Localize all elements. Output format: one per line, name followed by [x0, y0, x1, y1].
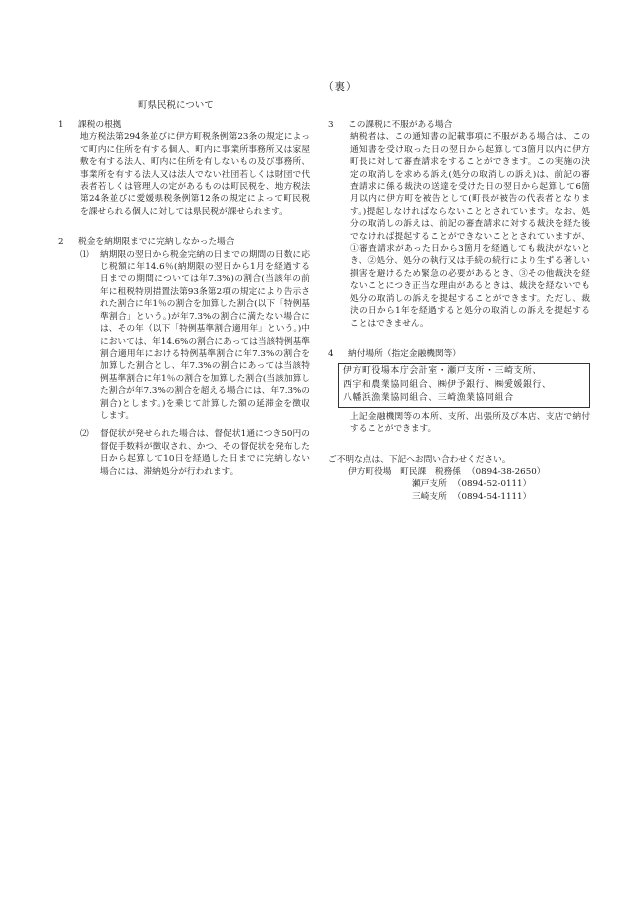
item-2-text: 督促状が発せられた場合は、督促状1通につき50円の督促手数料が徴収され、かつ、その督促状を発布した日から起算して10日を経過した日までに完納しない場合には、滞納処分が行われます。 [100, 429, 310, 477]
section-2-item-1 [58, 249, 310, 423]
contact-office-name: 瀬戸支所 [412, 479, 447, 490]
section-1-number: 1 [58, 120, 64, 130]
back-side-label: （裏） [323, 81, 358, 93]
contact-row [348, 491, 590, 503]
contact-list [328, 466, 590, 503]
section-3-number: 3 [328, 120, 334, 130]
contact-office-name: 伊方町役場 町民課 税務係 [348, 467, 461, 478]
section-4-number: 4 [328, 348, 334, 359]
contact-phone: （0894-38-2650） [466, 467, 546, 478]
bank-line: 伊方町役場本庁会計室・瀬戸支所・三崎支所、 [343, 366, 542, 377]
contact-office-name: 三崎支所 [412, 491, 447, 502]
section-2-title: 税金を納期限までに完納しなかった場合 [78, 237, 235, 248]
item-2-mark: ⑵ [80, 429, 89, 440]
contact-row [348, 466, 590, 478]
section-2-item-2 [58, 428, 310, 478]
section-3-title: この課税に不服がある場合 [348, 120, 453, 130]
section-3-heading [328, 119, 590, 131]
section-4-title: 納付場所（指定金融機関等） [348, 348, 461, 359]
contact-intro: ご不明な点は、下記へお問い合わせください。 [328, 454, 511, 465]
section-2-heading [58, 236, 310, 248]
section-1-heading [58, 119, 310, 131]
contact-row [348, 478, 590, 490]
contact-phone: （0894-54-1111） [452, 491, 532, 502]
contact-phone: （0894-52-0111） [452, 479, 532, 490]
section-3-body: 納税者は、この通知書の記載事項に不服がある場合は、この通知書を受け取った日の翌日から起算して3箇月以内に伊方町長に対して審査請求をすることができます。この実施の決定の取消しを求める訴え(処分の取消しの訴え)は、前記の審査請求に係る裁決の送達を受けた日の翌日から起算して6箇月以内に伊方町を被告として(町長が被告の代表者となります。)提起しなければならないこととされています。なお、処分の取消しの訴えは、前記の審査請求に対する裁決を経た後でなければ提起することができないこととされていますが、①審査請求があった日から3箇月を経過しても裁決がないとき、②処分、処分の執行又は手続の続行により生ずる著しい損害を避けるため緊急の必要があるとき、③その他裁決を経ないことにつき正当な理由があるときは、裁決を経ないでも処分の取消しの訴えを提起することができます。ただし、裁決の日から1年を経過すると処分の取消しの訴えを提起することはできません。 [350, 132, 590, 329]
item-1-text: 納期限の翌日から税金完納の日までの期間の日数に応じ税額に年14.6％(納期限の翌日から1月を経過する日までの期間については年7.3%)の割合(当該年の前年に租税特別措置法第93条第2項の規定により告示された割合に年1％の割合を加算した割合(以下「特例基準割合」という。)が年7.3%の割合に満たない場合には、その年（以下「特例基準割合適用年」という。)中においては、年14.6%の割合にあっては当該特例基準割合適用年における特例基準割合に年7.3%の割合を加算した割合とし、年7.3%の割合にあっては当該特例基準割合に年1％の割合を加算した割合(当該加算した割合が年7.3%の割合を超える場合には、年7.3%の割合)とします。)を乗じて計算した額の延滞金を徴収します。 [100, 249, 310, 421]
bank-list-box [338, 363, 590, 408]
right-column [328, 119, 590, 503]
bank-line: 西宇和農業協同組合、㈱伊予銀行、㈱愛媛銀行、 [343, 379, 552, 390]
section-4-heading [328, 348, 590, 360]
item-1-mark: ⑴ [80, 249, 89, 260]
section-1-body: 地方税法第294条並びに伊方町税条例第23条の規定によって町内に住所を有する個人、町内に事業所事務所又は家屋敷を有する法人、町内に住所を有しないもの及び事務所、事業所を有する法人又は法人でない社団若しくは財団で代表者若しくは管理人の定があるものは町民税を、地方税法第24条並びに愛媛県税条例第12条の規定によって町民税を課せられる個人に対しては県民税が課せられます。 [80, 132, 310, 217]
document-title: 町県民税について [138, 100, 214, 111]
bank-line: 八幡浜漁業協同組合、三崎漁業協同組合 [343, 393, 514, 404]
payment-location-note: 上記金融機関等の本所、支所、出張所及び本店、支店で納付することができます。 [350, 411, 590, 435]
section-1-title: 課税の根拠 [78, 120, 122, 130]
left-column [58, 119, 310, 478]
section-2-number: 2 [58, 237, 64, 248]
